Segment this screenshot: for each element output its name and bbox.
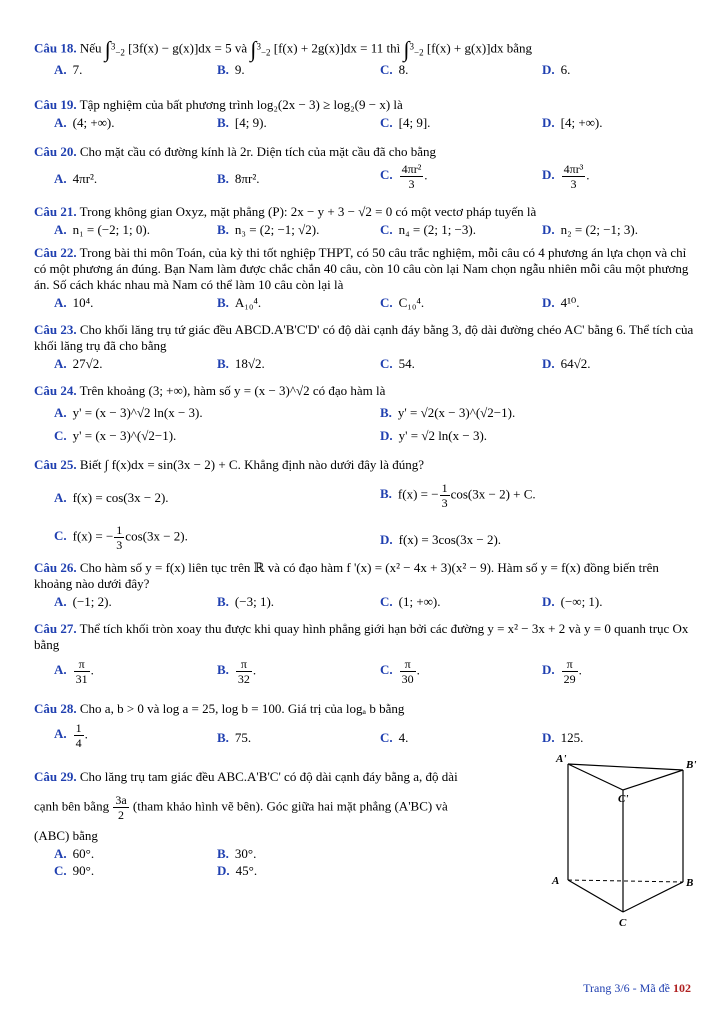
option-d[interactable]: D. 6.	[542, 62, 571, 78]
question-stem-line: (ABC) bằng	[34, 828, 98, 843]
option-d[interactable]: D. 45°.	[217, 863, 258, 878]
question-number: Câu 26.	[34, 560, 77, 575]
option-c[interactable]: C. 4.	[380, 730, 409, 745]
option-b[interactable]: B. 8πr².	[217, 171, 260, 186]
label-b1: B'	[686, 759, 697, 771]
footer-text: Trang 3/6 - Mã đề	[583, 981, 670, 995]
question-23	[34, 322, 694, 373]
fraction: $\frac{\pi}{29}$	[563, 657, 576, 686]
options-row	[34, 222, 694, 239]
option-b[interactable]: B. 9.	[217, 62, 245, 78]
options-row	[34, 721, 694, 755]
option-d[interactable]: D. 125.	[542, 730, 584, 745]
question-stem: Cho a, b > 0 và log a = 25, log b = 100. Giá trị của logₐ b bằng	[79, 701, 405, 716]
question-number: Câu 27.	[34, 621, 77, 636]
option-c[interactable]: C. 54.	[380, 356, 415, 371]
stem-text: = 11 thì	[360, 40, 401, 56]
option-d[interactable]: D. [4; +∞).	[542, 115, 603, 130]
question-19	[34, 97, 694, 132]
integral-sign: ∫	[403, 36, 410, 62]
option-b[interactable]: B. 30°.	[217, 846, 257, 861]
integrand: [3f(x) − g(x)]dx	[128, 40, 212, 56]
option-c[interactable]: C. n₄ = (2; 1; −3).	[380, 222, 476, 237]
option-d[interactable]: D. $\frac{\text{4πr³}}{3}$ .	[542, 162, 590, 191]
question-number: Câu 19.	[34, 97, 77, 112]
question-22	[34, 245, 694, 312]
fraction: $\frac{\pi}{31}$	[75, 657, 88, 686]
option-a[interactable]: A. f(x) = cos(3x − 2).	[54, 490, 169, 505]
page-footer	[583, 980, 691, 996]
options-row	[34, 594, 694, 611]
question-28	[34, 701, 694, 755]
question-26	[34, 560, 694, 611]
stem-text: = 5 và	[214, 40, 248, 56]
question-number: Câu 28.	[34, 701, 77, 716]
options-row	[34, 356, 694, 373]
option-b[interactable]: B. f(x) = − $\frac{1}{3}$ cos(3x − 2) + C.	[380, 481, 536, 510]
fraction: $\frac{\pi}{30}$	[401, 657, 414, 686]
question-stem: Cho hàm số y = f(x) liên tục trên ℝ và có đạo hàm f '(x) = (x² − 4x + 3)(x² − 9). Hàm số y = f(x) đồng biến trên khoảng nào dưới đây?	[34, 560, 659, 591]
question-number: Câu 29.	[34, 769, 77, 784]
option-c[interactable]: C. $\frac{\text{4πr²}}{3}$ .	[380, 162, 428, 191]
option-c[interactable]: C. $\frac{\pi}{30}$ .	[380, 657, 420, 686]
edge-bc	[623, 882, 683, 912]
question-number: Câu 20.	[34, 144, 77, 159]
option-a[interactable]: A. $\frac{1}{4}$ .	[54, 721, 88, 750]
option-b[interactable]: B. n₃ = (2; −1; √2).	[217, 222, 320, 237]
question-stem: Trên khoảng (3; +∞), hàm số y = (x − 3)^√2 có đạo hàm là	[79, 383, 386, 398]
question-number: Câu 24.	[34, 383, 77, 398]
integral-sign: ∫	[104, 36, 111, 62]
question-29	[34, 769, 534, 880]
fraction: $\frac{1}{4}$	[75, 721, 82, 750]
integrand: [f(x) + 2g(x)]dx	[273, 40, 357, 56]
option-d[interactable]: D. 64√2.	[542, 356, 591, 371]
option-a[interactable]: A. (−1; 2).	[54, 594, 112, 609]
question-number: Câu 25.	[34, 457, 77, 472]
label-a1: A'	[556, 753, 567, 765]
option-a[interactable]: A. 4πr².	[54, 171, 98, 186]
option-a[interactable]: A. (4; +∞).	[54, 115, 115, 130]
question-stem: Thể tích khối tròn xoay thu được khi quay hình phẳng giới hạn bởi các đường y = x² − 3x + 2 và y = 0 quanh trục Ox bằng	[34, 621, 689, 652]
options-row	[34, 523, 694, 557]
option-d[interactable]: D. f(x) = 3cos(3x − 2).	[380, 532, 502, 547]
option-b[interactable]: B. (−3; 1).	[217, 594, 275, 609]
option-d[interactable]: D. 4¹⁰.	[542, 295, 580, 310]
integral-limits: $^3_{-2}$	[409, 41, 424, 58]
options-row	[34, 162, 694, 196]
question-stem-line: cạnh bên bằng $\frac{3a}{2}$ (tham khảo hình vẽ bên). Góc giữa hai mặt phẳng (A'BC) và	[34, 793, 448, 822]
option-b[interactable]: B. 75.	[217, 730, 252, 745]
options-row	[34, 846, 534, 863]
option-d[interactable]: D. $\frac{\pi}{29}$ .	[542, 657, 582, 686]
integrand: [f(x) + g(x)]dx	[426, 40, 504, 56]
fraction: $\frac{\text{4πr²}}{3}$	[401, 162, 422, 191]
label-c1: C'	[618, 793, 629, 805]
option-a[interactable]: A. 60°.	[54, 846, 95, 861]
stem-text: bằng	[506, 40, 533, 56]
question-18	[34, 38, 694, 79]
question-20	[34, 144, 694, 196]
options-row	[34, 428, 694, 445]
integral-sign: ∫	[250, 36, 257, 62]
fraction: $\frac{1}{3}$	[116, 523, 123, 552]
question-stem	[34, 38, 694, 60]
question-stem: Cho mặt cầu có đường kính là 2r. Diện tích của mặt cầu đã cho bằng	[79, 144, 437, 159]
option-b[interactable]: B. [4; 9).	[217, 115, 267, 130]
option-a[interactable]: A. n₁ = (−2; 1; 0).	[54, 222, 150, 237]
stem-text: Nếu	[79, 40, 102, 56]
label-a: A	[552, 875, 560, 887]
question-stem: Cho khối lăng trụ tứ giác đều ABCD.A'B'C'D' có độ dài cạnh đáy bằng 3, độ dài đường chéo AC' bằng 6. Thể tích của khối lăng trụ đã cho bằng	[34, 322, 694, 353]
option-c[interactable]: C. (1; +∞).	[380, 594, 441, 609]
question-24	[34, 383, 694, 445]
fraction: $\frac{\text{4πr³}}{3}$	[563, 162, 584, 191]
integral-limits: $^3_{-2}$	[110, 41, 125, 58]
question-stem: Tập nghiệm của bất phương trình log₂(2x − 3) ≥ log₂(9 − x) là	[79, 97, 403, 112]
prism-figure	[548, 752, 698, 932]
question-number: Câu 23.	[34, 322, 77, 337]
question-stem: Biết ∫ f(x)dx = sin(3x − 2) + C. Khẳng định nào dưới đây là đúng?	[79, 457, 425, 472]
option-c[interactable]: C. [4; 9].	[380, 115, 431, 130]
option-a[interactable]: A. 7.	[54, 62, 83, 78]
option-c[interactable]: C. 90°.	[54, 863, 95, 878]
option-d[interactable]: D. (−∞; 1).	[542, 594, 603, 609]
question-stem: Trong bài thi môn Toán, của kỳ thi tốt nghiệp THPT, có 50 câu trắc nghiệm, mỗi câu có 4 phương án lựa chọn và chỉ có một phương án đúng. Bạn Nam làm được chắc chắn 40 câu, còn 10 câu còn lại Nam chọn ngẫu nhiên mỗi câu một phương án. Số cách khác nhau mà Nam có thể làm 10 câu còn lại là	[34, 245, 689, 292]
option-a[interactable]: A. y' = (x − 3)^√2 ln(x − 3).	[54, 405, 203, 420]
label-c: C	[619, 917, 627, 929]
question-number: Câu 22.	[34, 245, 77, 260]
option-b[interactable]: B. y' = √2(x − 3)^(√2−1).	[380, 405, 516, 420]
option-c[interactable]: C. f(x) = − $\frac{1}{3}$ cos(3x − 2).	[54, 523, 188, 552]
option-d[interactable]: D. y' = √2 ln(x − 3).	[380, 428, 488, 443]
option-b[interactable]: B. 18√2.	[217, 356, 265, 371]
option-c[interactable]: C. C₁₀⁴.	[380, 295, 425, 310]
question-21	[34, 204, 694, 239]
option-b[interactable]: B. $\frac{\pi}{32}$ .	[217, 657, 257, 686]
question-stem: Trong không gian Oxyz, mặt phẳng (P): 2x − y + 3 − √2 = 0 có một vectơ pháp tuyến là	[79, 204, 537, 219]
option-b[interactable]: B. A₁₀⁴.	[217, 295, 262, 310]
edge-ab	[568, 880, 683, 882]
option-a[interactable]: A. 27√2.	[54, 356, 103, 371]
exam-code: 102	[673, 981, 691, 995]
question-number: Câu 18.	[34, 40, 77, 56]
label-b: B	[686, 877, 694, 889]
integral-limits: $^3_{-2}$	[256, 41, 271, 58]
option-c[interactable]: C. y' = (x − 3)^(√2−1).	[54, 428, 177, 443]
option-a[interactable]: A. $\frac{\pi}{31}$ .	[54, 657, 94, 686]
question-25	[34, 457, 694, 557]
fraction: $\frac{1}{3}$	[441, 481, 448, 510]
options-row	[34, 115, 694, 132]
question-27	[34, 621, 694, 693]
top-face	[568, 764, 683, 790]
options-row	[34, 863, 534, 880]
question-number: Câu 21.	[34, 204, 77, 219]
options-row	[34, 62, 694, 79]
option-c[interactable]: C. 8.	[380, 62, 409, 78]
option-d[interactable]: D. n₂ = (2; −1; 3).	[542, 222, 638, 237]
options-row	[34, 481, 694, 515]
options-row	[34, 657, 694, 693]
options-row	[34, 295, 694, 312]
fraction: $\frac{\pi}{32}$	[237, 657, 250, 686]
option-a[interactable]: A. 10⁴.	[54, 295, 94, 310]
edge-ac	[568, 880, 623, 912]
fraction: $\frac{3a}{2}$	[115, 793, 127, 822]
options-row	[34, 405, 694, 422]
question-stem: Cho lăng trụ tam giác đều ABC.A'B'C' có độ dài cạnh đáy bằng a, độ dài	[79, 769, 458, 784]
